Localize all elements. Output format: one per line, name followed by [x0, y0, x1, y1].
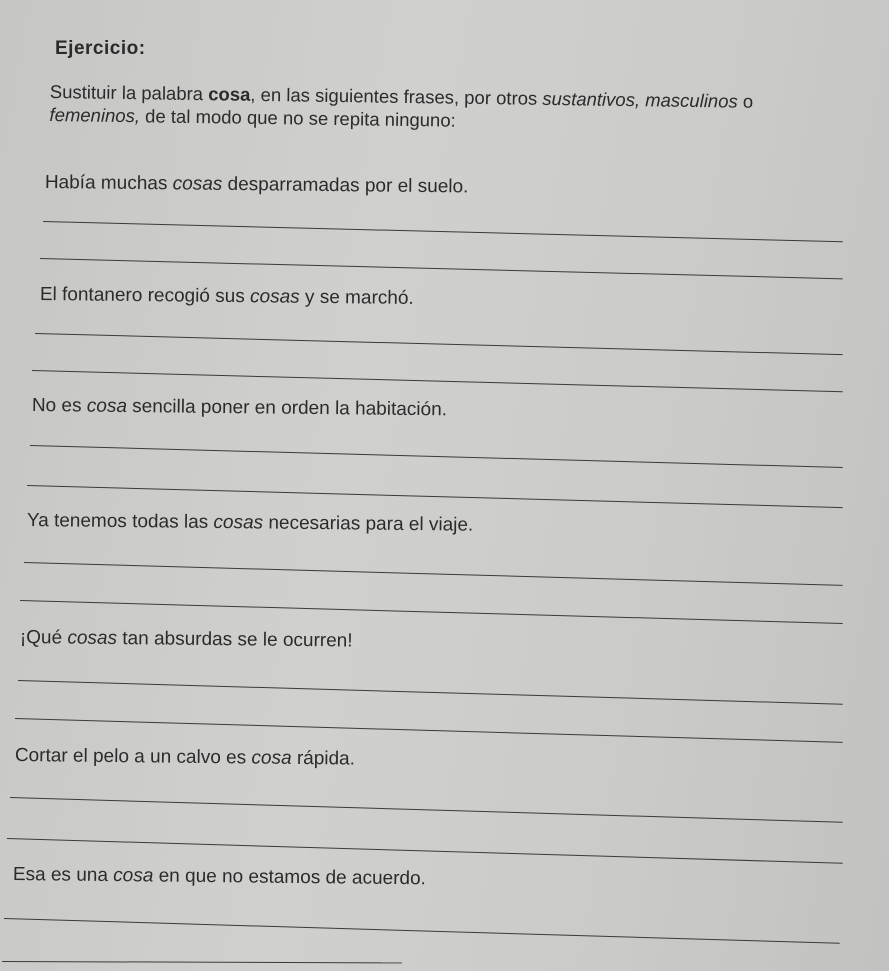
sentence-1: Había muchas cosas desparramadas por el suelo.	[44, 172, 469, 198]
sentence-5: ¡Qué cosas tan absurdas se le ocurren!	[19, 627, 353, 652]
answer-line-6a[interactable]	[10, 797, 843, 823]
instructions-text: de tal modo que no se repita ninguno:	[139, 105, 456, 131]
sentence-3: No es cosa sencilla poner en orden la habitación.	[31, 395, 448, 421]
instructions-text: , en las siguientes frases, por otros	[250, 83, 543, 109]
sentence-7: Esa es una cosa en que no estamos de acuerdo.	[12, 864, 426, 890]
instructions-keyword: cosa	[208, 83, 251, 105]
sentence-2: El fontanero recogió sus cosas y se marchó.	[39, 284, 414, 309]
answer-line-2a[interactable]	[35, 333, 843, 355]
answer-line-3a[interactable]	[30, 445, 843, 468]
sentence-4: Ya tenemos todas las cosas necesarias para el viaje.	[26, 510, 474, 536]
answer-line-1a[interactable]	[43, 221, 843, 242]
exercise-instructions	[49, 80, 860, 137]
answer-line-5b[interactable]	[15, 718, 843, 743]
instructions-italic: femeninos,	[49, 103, 141, 127]
answer-line-4b[interactable]	[20, 600, 843, 624]
exercise-title: Ejercicio:	[55, 38, 146, 59]
instructions-italic: sustantivos, masculinos	[542, 87, 738, 112]
answer-line-7b[interactable]	[2, 961, 402, 963]
instructions-text: Sustituir la palabra	[49, 80, 209, 105]
answer-line-5a[interactable]	[18, 680, 843, 705]
sentence-6: Cortar el pelo a un calvo es cosa rápida.	[14, 745, 356, 770]
answer-line-3b[interactable]	[27, 485, 843, 508]
answer-line-7a[interactable]	[4, 918, 840, 944]
answer-line-1b[interactable]	[40, 258, 843, 279]
answer-line-2b[interactable]	[32, 370, 843, 392]
instructions-text: o	[737, 90, 754, 112]
answer-line-4a[interactable]	[24, 562, 843, 586]
answer-line-6b[interactable]	[7, 838, 843, 864]
